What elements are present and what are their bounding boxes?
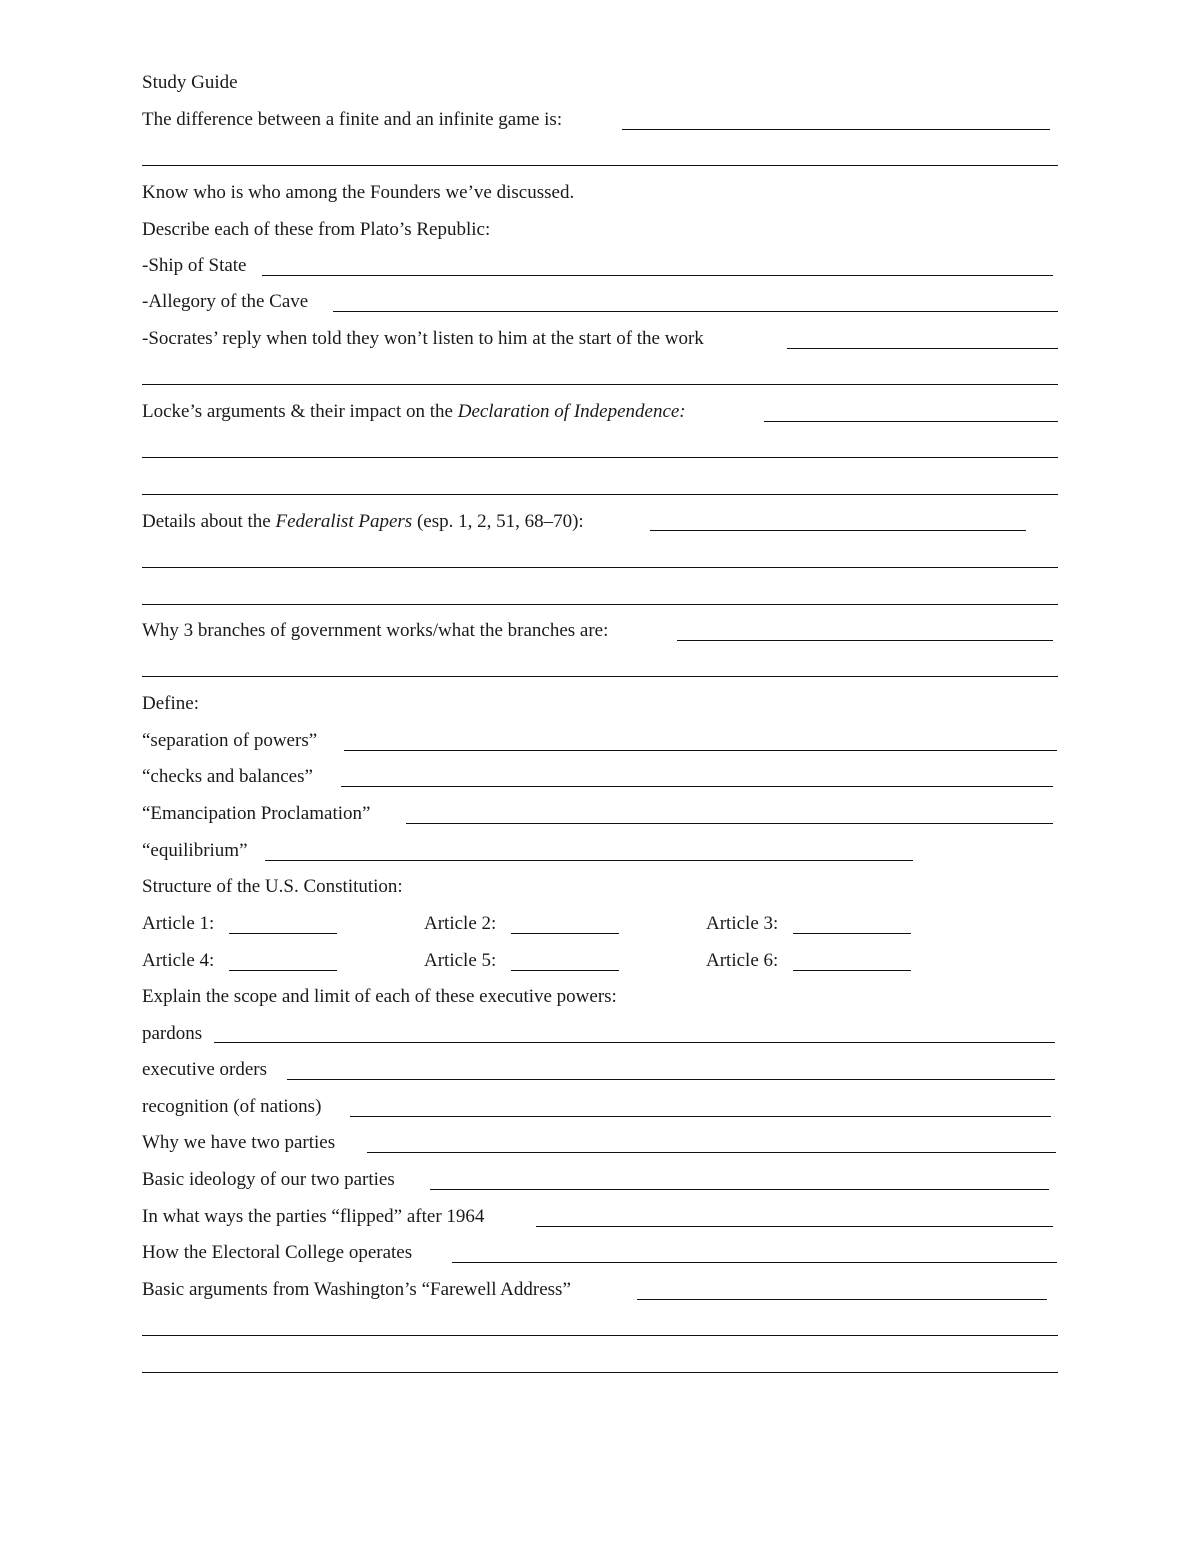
party-ideology-prompt: Basic ideology of our two parties	[142, 1169, 395, 1190]
electoral-college-prompt: How the Electoral College operates	[142, 1242, 413, 1263]
branches-prompt: Why 3 branches of government works/what the branches are:	[142, 620, 609, 641]
answer-line	[265, 860, 913, 861]
answer-line	[793, 970, 911, 971]
locke-prompt	[142, 401, 686, 423]
answer-line	[142, 384, 1058, 385]
federalist-prompt	[142, 511, 584, 533]
farewell-address-prompt: Basic arguments from Washington’s “Farewell Address”	[142, 1279, 571, 1300]
answer-line	[142, 567, 1058, 568]
answer-line	[536, 1226, 1053, 1227]
locke-italic: Declaration of Independence:	[457, 401, 686, 422]
two-parties-prompt: Why we have two parties	[142, 1132, 336, 1153]
answer-line	[650, 530, 1026, 531]
executive-powers-heading: Explain the scope and limit of each of these executive powers:	[142, 986, 617, 1007]
answer-line	[229, 970, 337, 971]
answer-line	[793, 933, 911, 934]
article-4-label: Article 4:	[142, 950, 215, 971]
answer-line	[637, 1299, 1047, 1300]
locke-text: Locke’s arguments & their impact on the	[142, 401, 458, 422]
define-heading: Define:	[142, 693, 199, 714]
answer-line	[333, 311, 1058, 312]
answer-line	[142, 676, 1058, 677]
answer-line	[142, 457, 1058, 458]
plato-heading: Describe each of these from Plato’s Republic:	[142, 219, 491, 240]
executive-orders-prompt: executive orders	[142, 1059, 268, 1080]
answer-line	[430, 1189, 1049, 1190]
founders-note: Know who is who among the Founders we’ve discussed.	[142, 182, 575, 203]
answer-line	[511, 970, 619, 971]
allegory-cave-prompt: -Allegory of the Cave	[142, 291, 309, 312]
answer-line	[229, 933, 337, 934]
answer-line	[350, 1116, 1051, 1117]
checks-balances-term: “checks and balances”	[142, 766, 313, 787]
recognition-prompt: recognition (of nations)	[142, 1096, 322, 1117]
answer-line	[214, 1042, 1055, 1043]
answer-line	[142, 165, 1058, 166]
separation-powers-term: “separation of powers”	[142, 730, 318, 751]
article-5-label: Article 5:	[424, 950, 497, 971]
ship-of-state-prompt: -Ship of State	[142, 255, 247, 276]
answer-line	[142, 494, 1058, 495]
parties-flipped-prompt: In what ways the parties “flipped” after 1964	[142, 1206, 485, 1227]
pardons-prompt: pardons	[142, 1023, 203, 1044]
federalist-suffix: (esp. 1, 2, 51, 68–70):	[412, 511, 584, 532]
emancipation-term: “Emancipation Proclamation”	[142, 803, 371, 824]
article-1-label: Article 1:	[142, 913, 215, 934]
answer-line	[367, 1152, 1056, 1153]
answer-line	[341, 786, 1053, 787]
answer-line	[287, 1079, 1055, 1080]
article-6-label: Article 6:	[706, 950, 779, 971]
article-3-label: Article 3:	[706, 913, 779, 934]
question-finite-infinite: The difference between a finite and an infinite game is:	[142, 109, 563, 130]
answer-line	[344, 750, 1057, 751]
article-2-label: Article 2:	[424, 913, 497, 934]
federalist-text: Details about the	[142, 511, 276, 532]
answer-line	[677, 640, 1053, 641]
answer-line	[142, 1372, 1058, 1373]
answer-line	[787, 348, 1058, 349]
equilibrium-term: “equilibrium”	[142, 840, 248, 861]
answer-line	[142, 1335, 1058, 1336]
answer-line	[764, 421, 1058, 422]
answer-line	[142, 604, 1058, 605]
answer-line	[406, 823, 1053, 824]
page-title: Study Guide	[142, 72, 238, 93]
socrates-reply-prompt: -Socrates’ reply when told they won’t listen to him at the start of the work	[142, 328, 704, 349]
answer-line	[511, 933, 619, 934]
answer-line	[262, 275, 1053, 276]
answer-line	[622, 129, 1050, 130]
answer-line	[452, 1262, 1057, 1263]
federalist-italic: Federalist Papers	[275, 511, 413, 532]
constitution-structure-heading: Structure of the U.S. Constitution:	[142, 876, 403, 897]
